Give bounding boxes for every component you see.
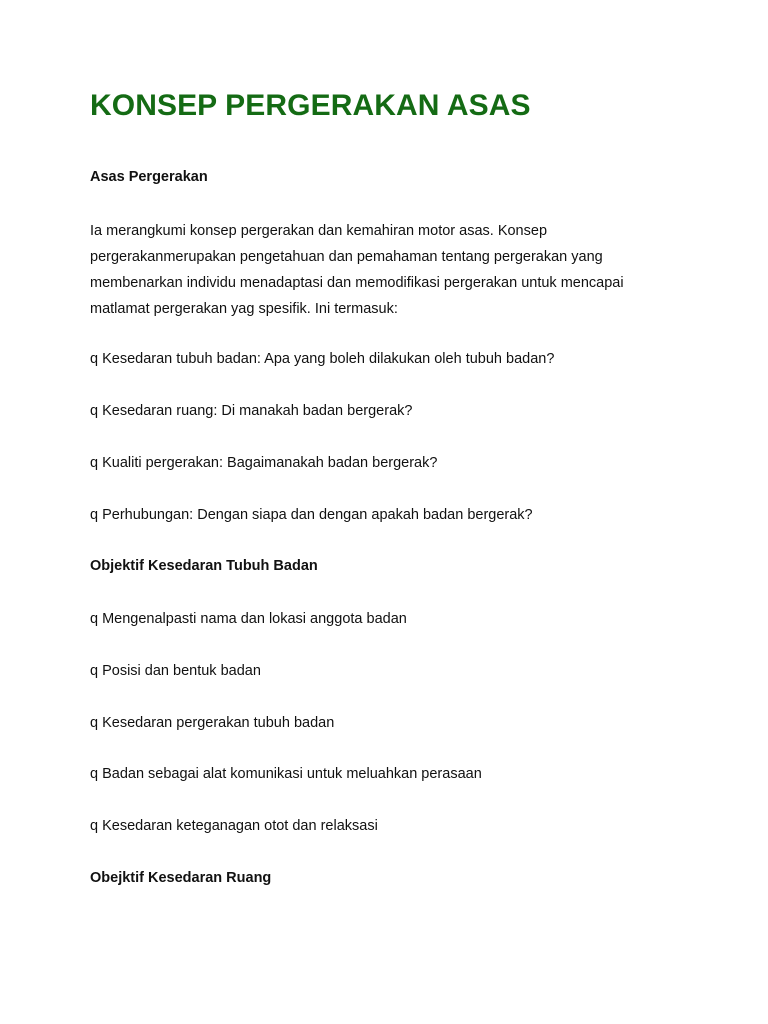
document-title: KONSEP PERGERAKAN ASAS <box>90 89 531 122</box>
list-item: q Badan sebagai alat komunikasi untuk meluahkan perasaan <box>90 766 482 782</box>
list-item: q Kesedaran pergerakan tubuh badan <box>90 715 335 731</box>
section-heading-objektif-ruang: Obejktif Kesedaran Ruang <box>90 870 272 886</box>
intro-paragraph <box>90 218 670 322</box>
list-item: q Kesedaran keteganagan otot dan relaksasi <box>90 818 378 834</box>
list-item: q Perhubungan: Dengan siapa dan dengan apakah badan bergerak? <box>90 507 533 523</box>
list-item: q Kesedaran tubuh badan: Apa yang boleh dilakukan oleh tubuh badan? <box>90 351 555 367</box>
section-heading-asas-pergerakan: Asas Pergerakan <box>90 169 208 185</box>
paragraph-line: membenarkan individu menadaptasi dan memodifikasi pergerakan untuk mencapai <box>90 275 624 291</box>
paragraph-line: pergerakanmerupakan pengetahuan dan pemahaman tentang pergerakan yang <box>90 249 603 265</box>
list-item: q Mengenalpasti nama dan lokasi anggota badan <box>90 611 407 627</box>
list-item: q Kualiti pergerakan: Bagaimanakah badan bergerak? <box>90 455 438 471</box>
list-item: q Posisi dan bentuk badan <box>90 663 261 679</box>
paragraph-line: matlamat pergerakan yag spesifik. Ini termasuk: <box>90 301 398 317</box>
paragraph-line: Ia merangkumi konsep pergerakan dan kemahiran motor asas. Konsep <box>90 223 548 239</box>
list-item: q Kesedaran ruang: Di manakah badan bergerak? <box>90 403 413 419</box>
section-heading-objektif-tubuh-badan: Objektif Kesedaran Tubuh Badan <box>90 558 318 574</box>
